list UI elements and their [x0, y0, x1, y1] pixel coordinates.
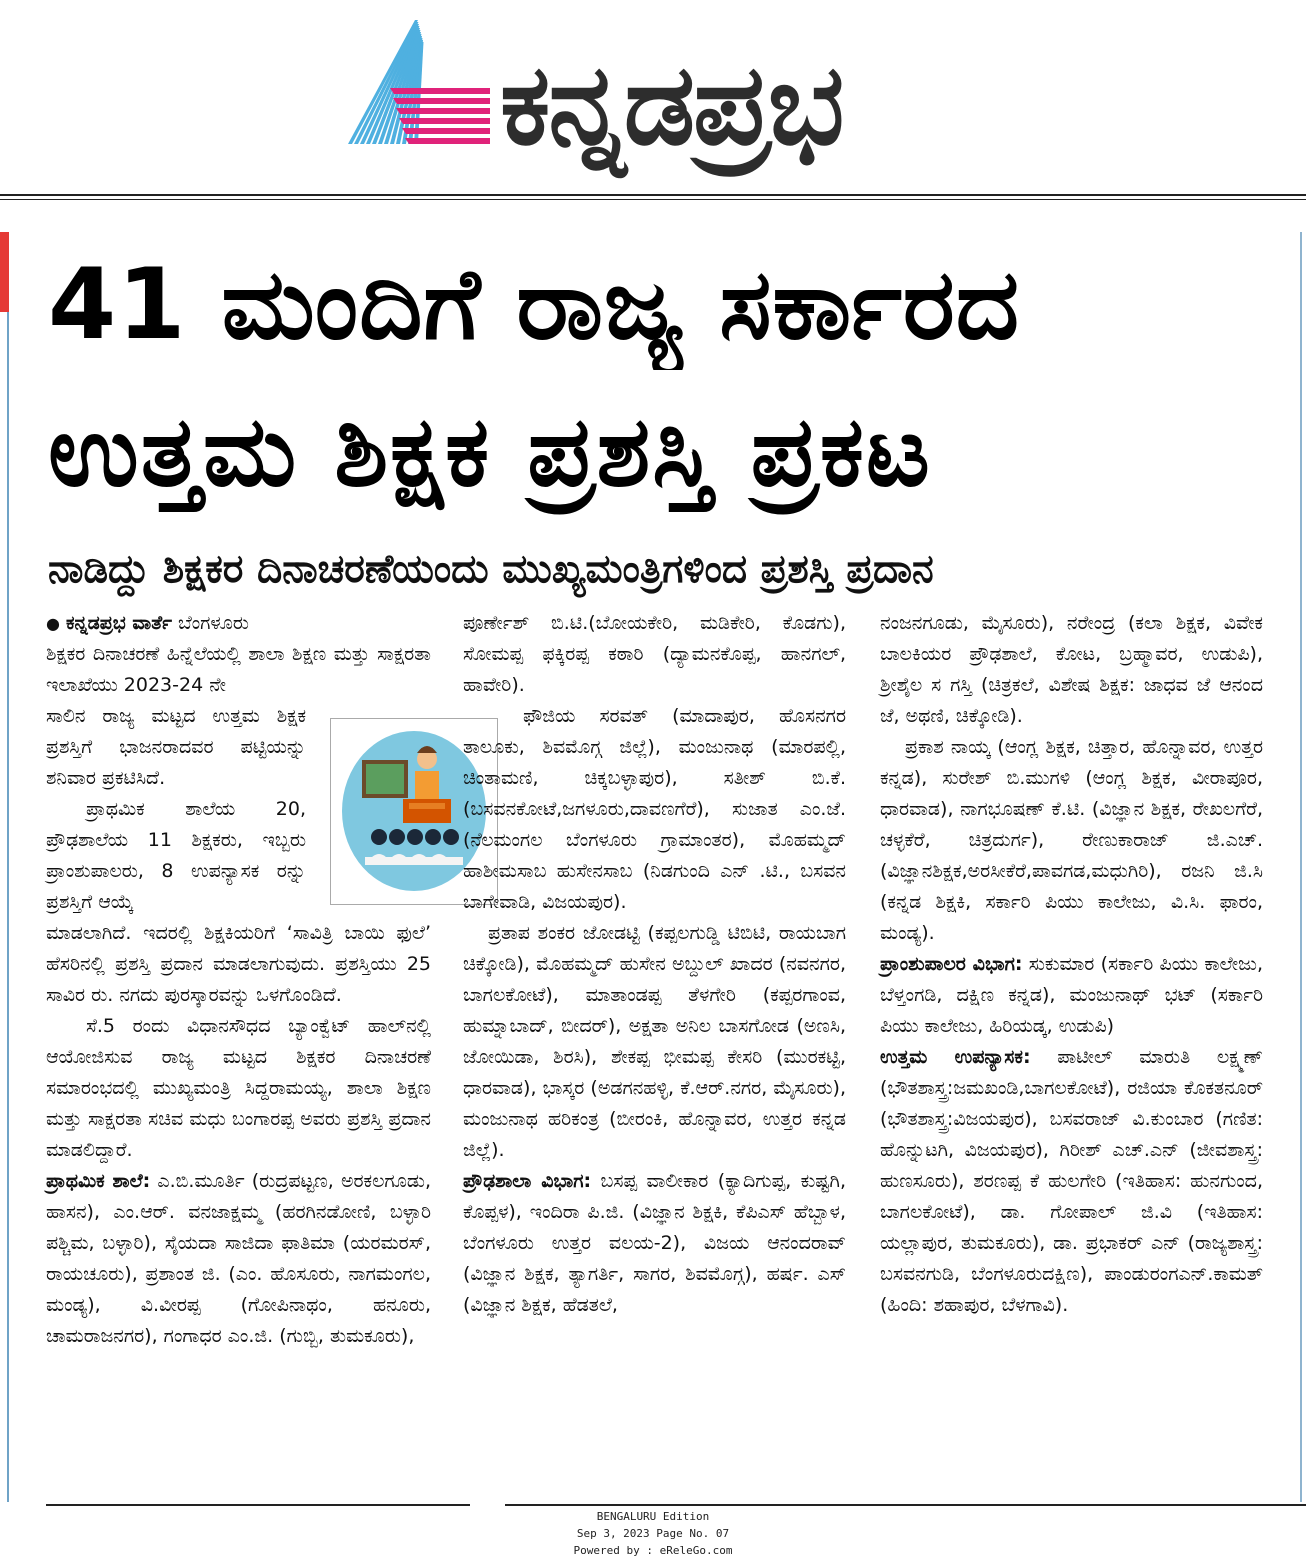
section-body: ಎ.ಬಿ.ಮೂರ್ತಿ (ರುದ್ರಪಟ್ಟಣ, ಅರಕಲಗೂಡು, ಹಾಸನ), ಎಂ.ಆರ್. ವನಜಾಕ್ಷಮ್ಮ (ಹರಗಿನಡೋಣಿ, ಬಳ್ಳಾರಿ ಪಶ್ಚಿಮ, ಬಳ್ಳಾರಿ), ಸೈಯದಾ ಸಾಜಿದಾ ಫಾತಿಮಾ (ಯರಮರಸ್, ರಾಯಚೂರು), ಪ್ರಶಾಂತ ಜಿ. (ಎಂ. ಹೊಸೂರು, ನಾಗಮಂಗಲ, ಮಂಡ್ಯ), ವಿ.ವೀರಪ್ಪ (ಗೋಪಿನಾಥಂ, ಹನೂರು, ಚಾಮರಾಜನಗರ), ಗಂಗಾಧರ ಎಂ.ಜಿ. (ಗುಬ್ಬಿ, ತುಮಕೂರು),: [46, 1170, 431, 1347]
paragraph: ಸಾಲಿನ ರಾಜ್ಯ ಮಟ್ಟದ ಉತ್ತಮ ಶಿಕ್ಷಕ ಪ್ರಶಸ್ತಿಗೆ ಭಾಜನರಾದವರ ಪಟ್ಟಿಯನ್ನು ಶನಿವಾರ ಪ್ರಕಟಿಸಿದೆ.: [46, 705, 306, 789]
logo-stripe: [399, 118, 490, 124]
article-column-2: [463, 608, 846, 1321]
paragraph: ಮಾಡಲಾಗಿದೆ. ಇದರಲ್ಲಿ ಶಿಕ್ಷಕಿಯರಿಗೆ ‘ಸಾವಿತ್ರಿ ಬಾಯಿ ಫುಲೆ’ ಹೆಸರಿನಲ್ಲಿ ಪ್ರಶಸ್ತಿ ಪ್ರದಾನ ಮಾಡಲಾಗುವುದು. ಪ್ರಶಸ್ತಿಯು 25 ಸಾವಿರ ರು. ನಗದು ಪುರಸ್ಕಾರವನ್ನು ಒಳಗೊಂಡಿದೆ.: [46, 922, 431, 1006]
section-body: ಪಾಟೀಲ್ ಮಾರುತಿ ಲಕ್ಷ್ಮಣ್ (ಭೌತಶಾಸ್ತ್ರ:ಜಮಖಂಡಿ,ಬಾಗಲಕೋಟೆ), ರಜಿಯಾ ಕೊಕತನೂರ್ (ಭೌತಶಾಸ್ತ್ರ:ವಿಜಯಪುರ), ಬಸವರಾಜ್ ವಿ.ಕುಂಬಾರ (ಗಣಿತ: ಹೊನ್ನುಟಗಿ, ವಿಜಯಪುರ), ಗಿರೀಶ್ ಎಚ್.ಎನ್ (ಜೀವಶಾಸ್ತ್ರ: ಹುಣಸೂರು), ಶರಣಪ್ಪ ಕೆ ಹುಲಗೇರಿ (ಇತಿಹಾಸ: ಹುನಗುಂದ, ಬಾಗಲಕೋಟೆ), ಡಾ. ಗೋಪಾಲ್ ಜಿ.ವಿ (ಇತಿಹಾಸ: ಯಲ್ಲಾಪುರ, ತುಮಕೂರು), ಡಾ. ಪ್ರಭಾಕರ್ ಎನ್ (ರಾಜ್ಯಶಾಸ್ತ್ರ: ಬಸವನಗುಡಿ, ಬೆಂಗಳೂರುದಕ್ಷಿಣ), ಪಾಂಡುರಂಗಎನ್.ಕಾಮತ್ (ಹಿಂದಿ: ಶಹಾಪುರ, ಬೆಳಗಾವಿ).: [880, 1046, 1263, 1316]
subheadline: ನಾಡಿದ್ದು ಶಿಕ್ಷಕರ ದಿನಾಚರಣೆಯಂದು ಮುಖ್ಯಮಂತ್ರಿಗಳಿಂದ ಪ್ರಶಸ್ತಿ ಪ್ರದಾನ: [48, 547, 934, 592]
column-bottom-rule: [46, 1504, 470, 1506]
headline-line-1: 41 ಮಂದಿಗೆ ರಾಜ್ಯ ಸರ್ಕಾರದ: [48, 248, 1021, 362]
paragraph: [880, 1042, 1263, 1321]
paragraph: ಶಿಕ್ಷಕರ ದಿನಾಚರಣೆ ಹಿನ್ನೆಲೆಯಲ್ಲಿ ಶಾಲಾ ಶಿಕ್ಷಣ ಮತ್ತು ಸಾಕ್ಷರತಾ ಇಲಾಖೆಯು 2023-24 ನೇ: [46, 643, 431, 696]
section-heading: ಪ್ರಾಥಮಿಕ ಶಾಲೆ:: [46, 1170, 151, 1192]
section-body: ಬಸಪ್ಪ ವಾಲೀಕಾರ (ಕ್ಯಾದಿಗುಪ್ಪ, ಕುಷ್ಟಗಿ, ಕೊಪ್ಪಳ), ಇಂದಿರಾ ಪಿ.ಜಿ. (ವಿಜ್ಞಾನ ಶಿಕ್ಷಕಿ, ಕೆಪಿಎಸ್ ಹೆಬ್ಬಾಳ, ಬೆಂಗಳೂರು ಉತ್ತರ ವಲಯ-2), ವಿಜಯ ಆನಂದರಾವ್ (ವಿಜ್ಞಾನ ಶಿಕ್ಷಕ, ತ್ಯಾಗರ್ತಿ, ಸಾಗರ, ಶಿವಮೊಗ್ಗ), ಹರ್ಷ. ಎಸ್ (ವಿಜ್ಞಾನ ಶಿಕ್ಷಕ, ಹೆಡತಲೆ,: [463, 1170, 846, 1316]
masthead-rule: [0, 194, 1306, 196]
paragraph: ಪ್ರತಾಪ ಶಂಕರ ಜೋಡಟ್ಟಿ (ಕಪ್ಪಲಗುಡ್ಡಿ ಟಿಬಿಟಿ, ರಾಯಬಾಗ ಚಿಕ್ಕೋಡಿ), ಮೊಹಮ್ಮದ್ ಹುಸೇನ ಅಬ್ದುಲ್ ಖಾದರ (ನವನಗರ, ಬಾಗಲಕೋಟೆ), ಮಾತಾಂಡಪ್ಪ ತೆಳಗೇರಿ (ಕಪ್ಪರಗಾಂವ, ಹುಮ್ನಾಬಾದ್, ಬೀದರ್), ಅಕ್ಷತಾ ಅನಿಲ ಬಾಸಗೋಡ (ಅಣಸಿ, ಜೋಯಿಡಾ, ಶಿರಸಿ), ಶೇಕಪ್ಪ ಭೀಮಪ್ಪ ಕೇಸರಿ (ಮುರಕಟ್ಟಿ, ಧಾರವಾಡ), ಭಾಸ್ಕರ (ಅಡಗನಹಳ್ಳಿ, ಕೆ.ಆರ್.ನಗರ, ಮೈಸೂರು), ಮಂಜುನಾಥ ಹರಿಕಂತ್ರ (ಬೀರಂಕಿ, ಹೊನ್ನಾವರ, ಉತ್ತರ ಕನ್ನಡ ಜಿಲ್ಲೆ).: [463, 922, 846, 1161]
page-edge-left: [7, 312, 9, 1502]
byline-place: ಬೆಂಗಳೂರು: [177, 612, 249, 634]
paragraph: ಫೌಜಿಯ ಸರವತ್ (ಮಾದಾಪುರ, ಹೊಸನಗರ ತಾಲೂಕು, ಶಿವಮೊಗ್ಗ ಜಿಲ್ಲೆ), ಮಂಜುನಾಥ (ಮಾರಪಲ್ಲಿ, ಚಿಂತಾಮಣಿ, ಚಿಕ್ಕಬಳ್ಳಾಪುರ), ಸತೀಶ್ ಬಿ.ಕೆ. (ಬಸವನಕೋಟೆ,ಜಗಳೂರು,ದಾವಣಗೆರೆ), ಸುಜಾತ ಎಂ.ಜೆ. (ನೆಲಮಂಗಲ ಬೆಂಗಳೂರು ಗ್ರಾಮಾಂತರ), ಮೊಹಮ್ಮದ್ ಹಾಶೀಮಸಾಬ ಹುಸೇನಸಾಬ (ನಿಡಗುಂದಿ ಎನ್ .ಟಿ., ಬಸವನ ಬಾಗೇವಾಡಿ, ವಿಜಯಪುರ).: [463, 705, 846, 913]
logo-stripe: [396, 108, 490, 114]
edition-name: BENGALURU Edition: [596, 1510, 710, 1523]
byline: [46, 608, 431, 639]
masthead-rule-thin: [0, 199, 1306, 200]
page-edge-right: [1300, 232, 1302, 1502]
paper-name: ಕನ್ನಡಪ್ರಭ: [500, 40, 843, 170]
logo-stripe: [402, 128, 490, 134]
logo-mark-icon: [340, 16, 495, 146]
paragraph: ಪೂರ್ಣೇಶ್ ಬಿ.ಟಿ.(ಬೋಯಕೇರಿ, ಮಡಿಕೇರಿ, ಕೊಡಗು), ಸೋಮಪ್ಪ ಫಕ್ಕಿರಪ್ಪ ಕಠಾರಿ (ದ್ಯಾಮನಕೊಪ್ಪ, ಹಾನಗಲ್, ಹಾವೇರಿ).: [463, 612, 846, 696]
edition-date-page: Sep 3, 2023 Page No. 07: [576, 1527, 730, 1540]
section-heading: ಉತ್ತಮ ಉಪನ್ಯಾಸಕ:: [880, 1046, 1031, 1068]
headline-line-2: ಉತ್ತಮ ಶಿಕ್ಷಕ ಪ್ರಶಸ್ತಿ ಪ್ರಕಟ: [48, 395, 932, 509]
paragraph: [46, 1166, 431, 1352]
logo-stripe: [393, 98, 490, 104]
paragraph: ಪ್ರಕಾಶ ನಾಯ್ಕ (ಆಂಗ್ಲ ಶಿಕ್ಷಕ, ಚಿತ್ತಾರ, ಹೊನ್ನಾವರ, ಉತ್ತರ ಕನ್ನಡ), ಸುರೇಶ್ ಬಿ.ಮುಗಳಿ (ಆಂಗ್ಲ ಶಿಕ್ಷಕ, ವೀರಾಪೂರ, ಧಾರವಾಡ), ನಾಗಭೂಷಣ್ ಕೆ.ಟಿ. (ವಿಜ್ಞಾನ ಶಿಕ್ಷಕ, ರೇಖಲಗೆರೆ, ಚಳ್ಳಕೆರೆ, ಚಿತ್ರದುರ್ಗ), ರೇಣುಕಾರಾಜ್ ಜಿ.ಎಚ್. (ವಿಜ್ಞಾನಶಿಕ್ಷಕ,ಅರಸೀಕೆರೆ,ಪಾವಗಡ,ಮಧುಗಿರಿ), ರಜನಿ ಜಿ.ಸಿ (ಕನ್ನಡ ಶಿಕ್ಷಕಿ, ಸರ್ಕಾರಿ ಪಿಯು ಕಾಲೇಜು, ವಿ.ಸಿ. ಫಾರಂ, ಮಂಡ್ಯ).: [880, 736, 1263, 944]
bullet-icon: ●: [46, 614, 60, 633]
paragraph: ನಂಜನಗೂಡು, ಮೈಸೂರು), ನರೇಂದ್ರ (ಕಲಾ ಶಿಕ್ಷಕ, ವಿವೇಕ ಬಾಲಕಿಯರ ಪ್ರೌಢಶಾಲೆ, ಕೋಟ, ಬ್ರಹ್ಮಾವರ, ಉಡುಪಿ), ಶ್ರೀಶೈಲ ಸ ಗಸ್ತಿ (ಚಿತ್ರಕಲೆ, ವಿಶೇಷ ಶಿಕ್ಷಕ: ಜಾಧವ ಜೆ ಆನಂದ ಜೆ, ಅಥಣಿ, ಚಿಕ್ಕೋಡಿ).: [880, 612, 1263, 727]
powered-by: Powered by : eReleGo.com: [573, 1544, 733, 1557]
article-column-3: [880, 608, 1263, 1321]
section-heading: ಪ್ರಾಂಶುಪಾಲರ ವಿಭಾಗ:: [880, 953, 1023, 975]
paragraph: [880, 949, 1263, 1042]
paragraph: [463, 1166, 846, 1321]
section-body: ಸುಕುಮಾರ (ಸರ್ಕಾರಿ ಪಿಯು ಕಾಲೇಜು, ಬೆಳ್ತಂಗಡಿ, ದಕ್ಷಿಣ ಕನ್ನಡ), ಮಂಜುನಾಥ್ ಭಟ್ (ಸರ್ಕಾರಿ ಪಿಯು ಕಾಲೇಜು, ಹಿರಿಯಡ್ಕ, ಉಡುಪಿ): [880, 953, 1264, 1037]
logo-stripe: [390, 88, 490, 94]
section-heading: ಪ್ರೌಢಶಾಲಾ ವಿಭಾಗ:: [463, 1170, 592, 1192]
column-bottom-rule: [505, 1504, 1306, 1506]
byline-source: ಕನ್ನಡಪ್ರಭ ವಾರ್ತೆ: [65, 612, 172, 634]
masthead: [0, 0, 1306, 190]
paragraph: ಸೆ.5 ರಂದು ವಿಧಾನಸೌಧದ ಬ್ಯಾಂಕ್ವೆಟ್ ಹಾಲ್‌ನಲ್ಲಿ ಆಯೋಜಿಸುವ ರಾಜ್ಯ ಮಟ್ಟದ ಶಿಕ್ಷಕರ ದಿನಾಚರಣೆ ಸಮಾರಂಭದಲ್ಲಿ ಮುಖ್ಯಮಂತ್ರಿ ಸಿದ್ದರಾಮಯ್ಯ, ಶಾಲಾ ಶಿಕ್ಷಣ ಮತ್ತು ಸಾಕ್ಷರತಾ ಸಚಿವ ಮಧು ಬಂಗಾರಪ್ಪ ಅವರು ಪ್ರಶಸ್ತಿ ಪ್ರದಾನ ಮಾಡಲಿದ್ದಾರೆ.: [46, 1015, 431, 1161]
paragraph: ಪ್ರಾಥಮಿಕ ಶಾಲೆಯ 20, ಪ್ರೌಢಶಾಲೆಯ 11 ಶಿಕ್ಷಕರು, ಇಬ್ಬರು ಪ್ರಾಂಶುಪಾಲರು, 8 ಉಪನ್ಯಾಸಕ ರನ್ನು ಪ್ರಶಸ್ತಿಗೆ ಆಯ್ಕೆ: [46, 798, 306, 913]
red-accent-bar: [0, 232, 9, 312]
logo-stripe: [405, 138, 490, 144]
edition-footer: [0, 1508, 1306, 1559]
